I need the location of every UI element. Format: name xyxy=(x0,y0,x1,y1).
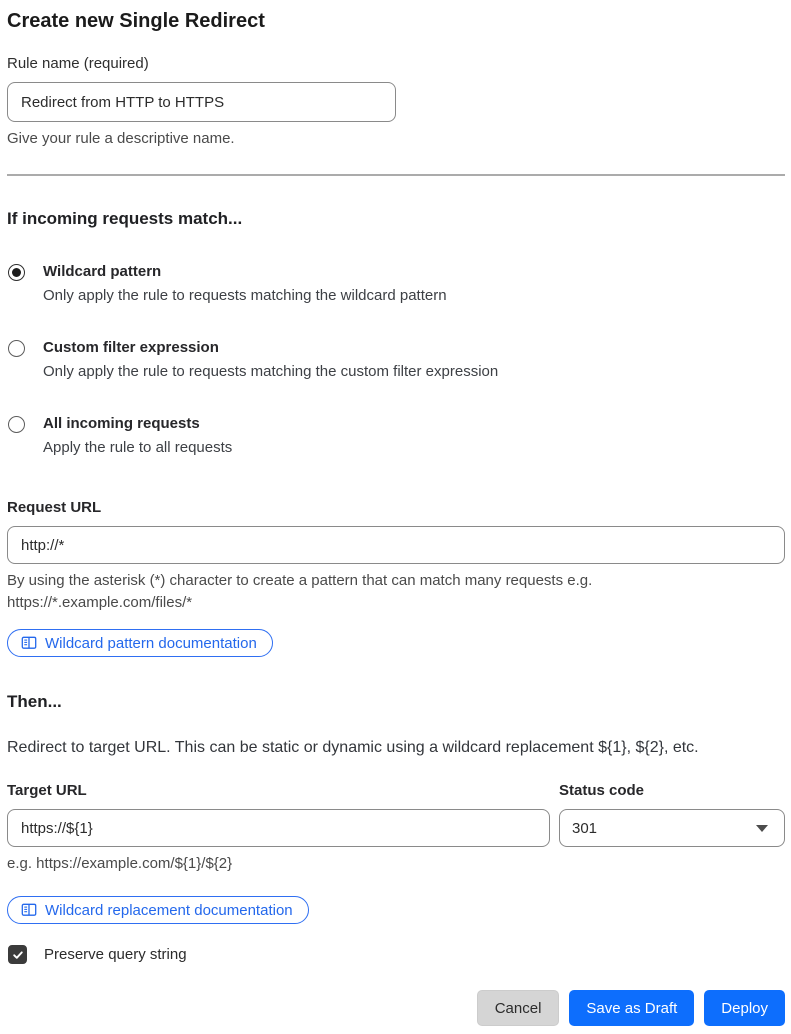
radio-custom-filter-expression[interactable] xyxy=(7,338,785,382)
radio-label: Wildcard pattern xyxy=(43,263,162,280)
radio-button-icon[interactable] xyxy=(8,264,25,281)
radio-description: Only apply the rule to requests matching the wildcard pattern xyxy=(43,287,447,304)
chevron-down-icon xyxy=(756,825,768,832)
book-icon xyxy=(21,635,37,651)
radio-button-icon[interactable] xyxy=(8,340,25,357)
match-type-radio-group xyxy=(7,262,785,458)
status-code-select[interactable] xyxy=(559,809,785,847)
radio-label: Custom filter expression xyxy=(43,339,219,356)
request-url-block xyxy=(7,498,785,657)
deploy-button[interactable]: Deploy xyxy=(704,990,785,1026)
target-url-input[interactable] xyxy=(7,809,550,847)
book-icon xyxy=(21,902,37,918)
wildcard-replacement-documentation-button[interactable] xyxy=(7,896,309,924)
radio-label: All incoming requests xyxy=(43,415,200,432)
radio-description: Only apply the rule to requests matching the custom filter expression xyxy=(43,363,499,380)
doc-button-label: Wildcard replacement documentation xyxy=(45,901,293,919)
form-action-bar xyxy=(7,990,785,1026)
status-code-field xyxy=(559,781,785,875)
then-section-description: Redirect to target URL. This can be static or dynamic using a wildcard replacement ${1}, ${2}, etc. xyxy=(7,739,699,756)
rule-name-helper: Give your rule a descriptive name. xyxy=(7,130,235,147)
radio-wildcard-pattern[interactable] xyxy=(7,262,785,306)
status-code-value: 301 xyxy=(572,819,598,837)
request-url-label: Request URL xyxy=(7,499,102,516)
cancel-button[interactable]: Cancel xyxy=(477,990,560,1026)
checkbox-checked-icon[interactable] xyxy=(8,945,27,964)
rule-name-label: Rule name (required) xyxy=(7,55,149,72)
target-and-status-row xyxy=(7,781,785,875)
section-divider xyxy=(7,174,785,176)
request-url-helper: By using the asterisk (*) character to create a pattern that can match many requests e.g. https://*.example.com/files/* xyxy=(7,572,593,611)
preserve-query-string-label: Preserve query string xyxy=(44,946,187,963)
radio-all-incoming-requests[interactable] xyxy=(7,414,785,458)
wildcard-pattern-documentation-button[interactable] xyxy=(7,629,273,657)
then-section-heading: Then... xyxy=(7,692,62,711)
status-code-label: Status code xyxy=(559,782,645,799)
doc-button-label: Wildcard pattern documentation xyxy=(45,634,257,652)
request-url-input[interactable] xyxy=(7,526,785,564)
rule-name-input[interactable] xyxy=(7,82,396,122)
target-url-helper: e.g. https://example.com/${1}/${2} xyxy=(7,855,233,872)
preserve-query-string-row[interactable] xyxy=(7,945,785,964)
target-url-field xyxy=(7,781,550,875)
save-as-draft-button[interactable]: Save as Draft xyxy=(569,990,694,1026)
match-section-heading: If incoming requests match... xyxy=(7,209,243,228)
radio-description: Apply the rule to all requests xyxy=(43,439,233,456)
target-url-label: Target URL xyxy=(7,782,87,799)
radio-button-icon[interactable] xyxy=(8,416,25,433)
page-title: Create new Single Redirect xyxy=(7,10,265,32)
